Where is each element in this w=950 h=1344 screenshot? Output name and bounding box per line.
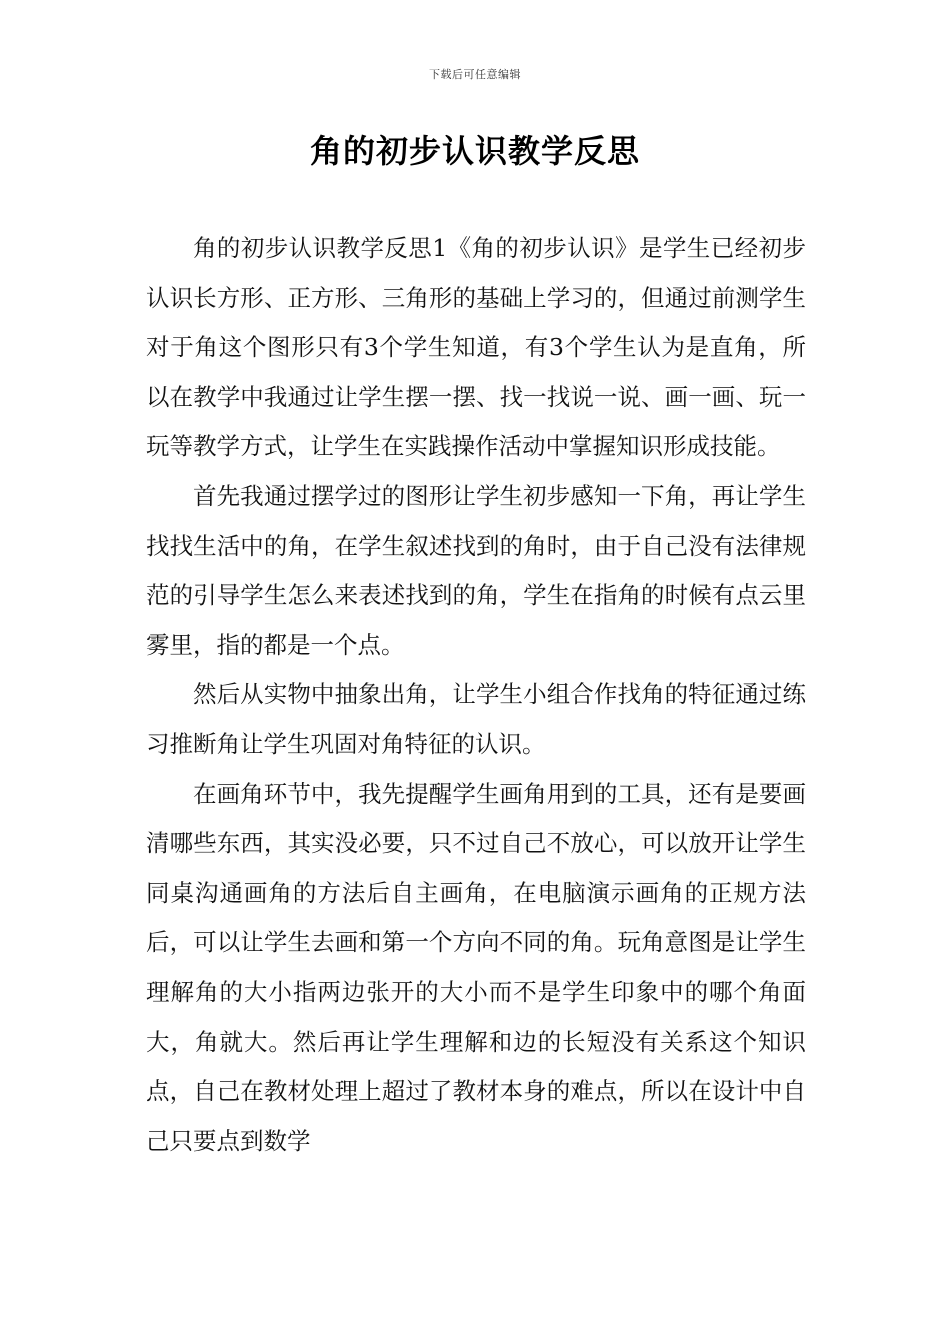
document-body xyxy=(146,224,806,1166)
paragraph-1: 角的初步认识教学反思1《角的初步认识》是学生已经初步认识长方形、正方形、三角形的基础上学习的，但通过前测学生对于角这个图形只有3个学生知道，有3个学生认为是直角，所以在教学中我通过让学生摆一摆、找一找说一说、画一画、玩一玩等教学方式，让学生在实践操作活动中掌握知识形成技能。 xyxy=(146,234,806,461)
paragraph-4: 在画角环节中，我先提醒学生画角用到的工具，还有是要画清哪些东西，其实没必要，只不过自己不放心，可以放开让学生同桌沟通画角的方法后自主画角，在电脑演示画角的正规方法后，可以让学生去画和第一个方向不同的角。玩角意图是让学生理解角的大小指两边张开的大小而不是学生印象中的哪个角面大，角就大。然后再让学生理解和边的长短没有关系这个知识点，自己在教材处理上超过了教材本身的难点，所以在设计中自己只要点到数学 xyxy=(146,779,806,1155)
document-title: 角的初步认识教学反思 xyxy=(309,132,640,170)
paragraph-3: 然后从实物中抽象出角，让学生小组合作找角的特征通过练习推断角让学生巩固对角特征的认识。 xyxy=(146,680,806,758)
header-note: 下载后可任意编辑 xyxy=(429,68,521,81)
paragraph-2: 首先我通过摆学过的图形让学生初步感知一下角，再让学生找找生活中的角，在学生叙述找到的角时，由于自己没有法律规范的引导学生怎么来表述找到的角，学生在指角的时候有点云里雾里，指的都是一个点。 xyxy=(146,481,806,659)
